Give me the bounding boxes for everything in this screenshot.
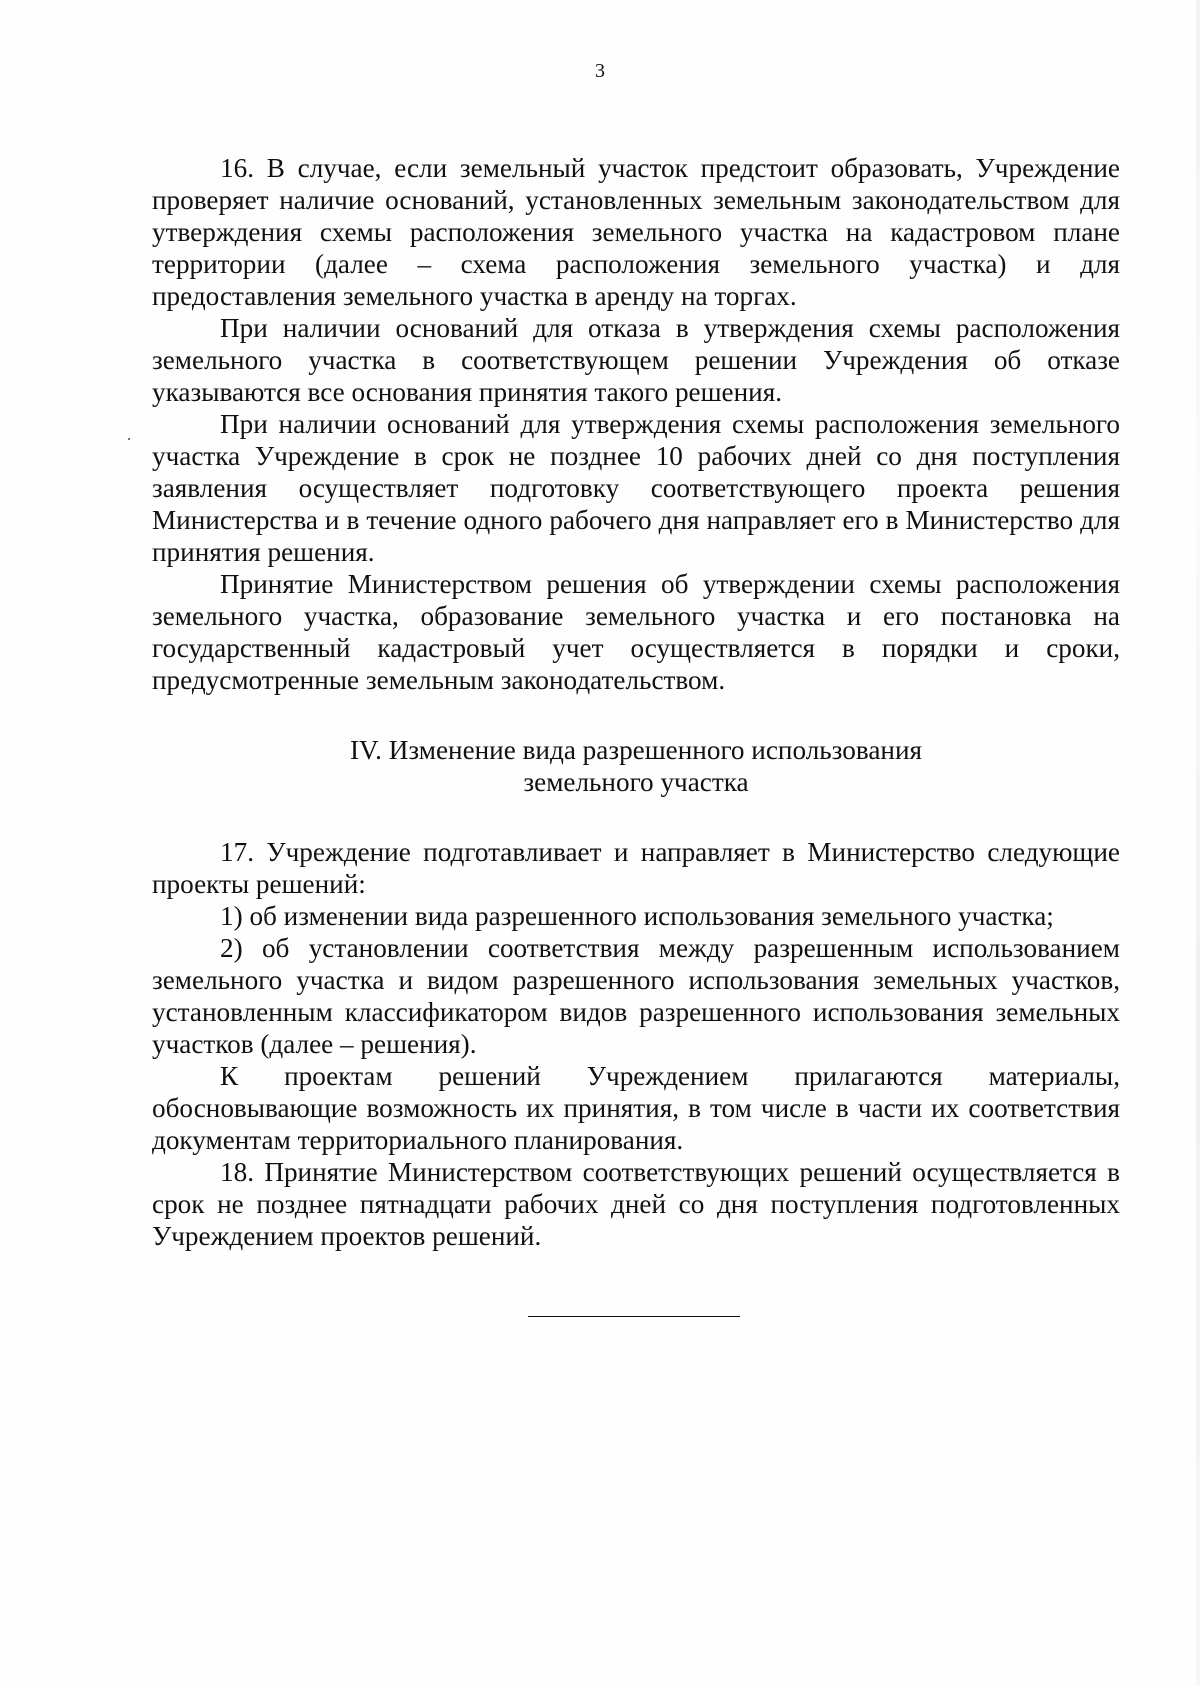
end-of-document-rule — [528, 1316, 740, 1317]
paragraph-attached-materials: К проектам решений Учреждением прилагаются материалы, обосновывающие возможность их принятия, в том числе в части их соответствия документам территориального планирования. — [152, 1061, 1120, 1155]
paragraph-17: 17. Учреждение подготавливает и направляет в Министерство следующие проекты решений: — [152, 837, 1120, 899]
section-heading-line-2: земельного участка — [523, 767, 749, 797]
scan-edge — [1196, 0, 1200, 1686]
paragraph-16: 16. В случае, если земельный участок предстоит образовать, Учреждение проверяет наличие оснований, установленных земельным законодательством для утверждения схемы расположения земельного участка на кадастровом плане территории (далее – схема расположения земельного участка) и для предоставления земельного участка в аренду на торгах. — [152, 153, 1120, 311]
paragraph-ministry-decision: Принятие Министерством решения об утверждении схемы расположения земельного участка, образование земельного участка и его постановка на государственный кадастровый учет осуществляется в порядки и сроки, предусмотренные земельным законодательством. — [152, 569, 1120, 695]
list-item-2: 2) об установлении соответствия между разрешенным использованием земельного участка и видом разрешенного использования земельных участков, установленным классификатором видов разрешенного использования земельных участков (далее – решения). — [152, 933, 1120, 1059]
document-body — [152, 152, 1120, 1252]
scan-speck — [128, 438, 130, 440]
section-heading — [152, 734, 1120, 798]
section-heading-line-1: IV. Изменение вида разрешенного использования — [349, 735, 922, 765]
list-item-1: 1) об изменении вида разрешенного использования земельного участка; — [220, 901, 1054, 931]
page-number: 3 — [595, 60, 605, 82]
paragraph-refusal-grounds: При наличии оснований для отказа в утверждения схемы расположения земельного участка в соответствующем решении Учреждения об отказе указываются все основания принятия такого решения. — [152, 313, 1120, 407]
paragraph-18: 18. Принятие Министерством соответствующих решений осуществляется в срок не позднее пятнадцати рабочих дней со дня поступления подготовленных Учреждением проектов решений. — [152, 1157, 1120, 1251]
paragraph-approval-grounds: При наличии оснований для утверждения схемы расположения земельного участка Учреждение в срок не позднее 10 рабочих дней со дня поступления заявления осуществляет подготовку соответствующего проекта решения Министерства и в течение одного рабочего дня направляет его в Министерство для принятия решения. — [152, 409, 1120, 567]
